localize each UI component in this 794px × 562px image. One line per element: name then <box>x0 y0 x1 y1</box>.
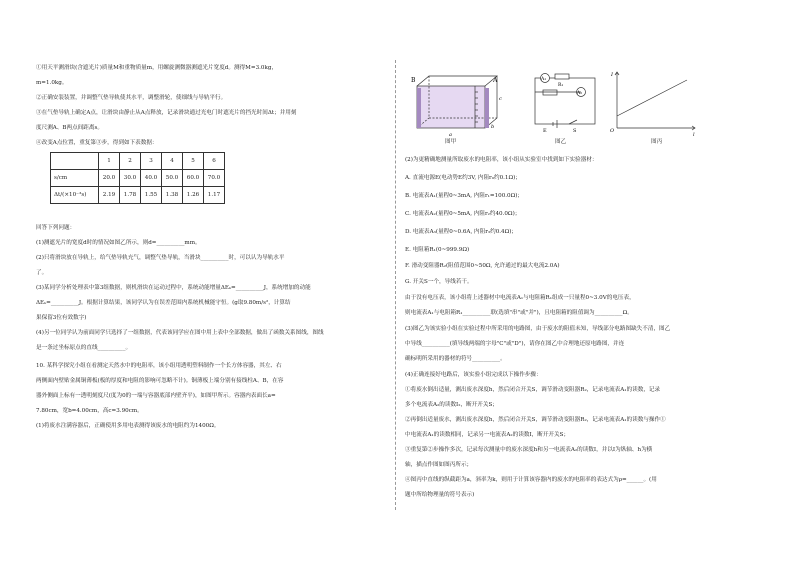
caption-fig-b: 图乙 <box>555 139 567 145</box>
text-line: B. 电流表A₁(量程0~3mA, 内阻r₁=100.0Ω)； <box>405 193 524 199</box>
table-cell: 30.0 <box>120 170 141 187</box>
text-line: ①用天平测滑块(含遮光片)质量M和重物质量m，用螺旋测微器测遮光片宽度d。测得M=3.0kg， <box>36 65 278 71</box>
fig-label-b-small: b <box>491 124 495 130</box>
text-line: (4)另一位同学认为前面同学只选择了一组数据，代表该同学应在图中用上表中全部数据，做出了函数关系图线，图线 <box>36 330 324 336</box>
figures-row <box>405 66 705 150</box>
table-cell: Δt/(×10⁻³s) <box>51 187 99 204</box>
source-e-label: E <box>543 128 547 134</box>
caption-fig-c: 图丙 <box>651 139 663 145</box>
table-cell: 1.17 <box>204 187 225 204</box>
table-row <box>51 153 225 170</box>
text-line: 器外侧面上标有一透明刻度尺(度为0的一端与容器底部内壁齐平)，如图甲所示。容器内表面长a= <box>36 393 276 399</box>
table-cell: 60.0 <box>183 170 204 187</box>
text-line: 是一条过坐标原点的直线__________。 <box>36 345 132 351</box>
graph-axis-l: l <box>693 132 695 138</box>
text-line: ③重复第②步操作多次，记录每次测量中的废水深度h和另一电流表A₂的读数I，并以I为纵轴、h为横 <box>405 447 653 453</box>
text-line: (3)图乙为该实验小组在实验过程中所采用的电路图，由于废水的阻值未知，导线部分电路图缺失不清，图乙 <box>405 326 671 332</box>
table-cell: 50.0 <box>162 170 183 187</box>
fig-label-a-small: a <box>449 132 452 138</box>
text-line: 则电流表A₁与电阻箱R₁__________联(选填"串"或"并")，且电阻箱的阻值调为__________Ω。 <box>405 310 633 316</box>
text-line: ④图丙中直线的纵截距为a，斜率为k，则用于计算该容器内的废水的电阻率的表达式为ρ=______。(用 <box>405 477 657 483</box>
text-line: 度尺测A、B两点间距离s。 <box>36 125 103 131</box>
table-cell: 1.38 <box>162 187 183 204</box>
text-line: 10. 某科学探究小组在看测定天然水中的电阻率，该小组用透明塑料制作一个长方体容器，其左、右 <box>36 363 282 369</box>
table-cell: 4 <box>162 153 183 170</box>
text-line: ②正确安装装置，并调整气垫导轨使其水平，调整滑轮，使细线与导轨平行。 <box>36 95 227 101</box>
text-line: 回答下列问题： <box>36 225 76 231</box>
fig-label-b: B <box>411 77 416 84</box>
text-line: 中导线__________(填导线两端的字母"C"或"D")，请你在图乙中合理地还原电路图，并连 <box>405 341 625 347</box>
text-line: F. 滑动变阻器R₂(阻值范围0~50Ω, 允许通过的最大电流2.0A) <box>405 263 560 269</box>
text-line: m=1.0kg。 <box>36 80 68 86</box>
container-figure <box>417 76 497 128</box>
table-cell: 1.55 <box>141 187 162 204</box>
text-line: 了。 <box>36 270 48 276</box>
text-line: ΔEₖ=__________J。根据计算结果，该同学认为在误差范围内系统机械能守恒。(g取9.80m/s²，计算结 <box>36 300 291 306</box>
table-cell: 1 <box>99 153 120 170</box>
table-cell: 1.78 <box>120 187 141 204</box>
text-line: 确标明所采用的器材的符号__________。 <box>405 356 506 362</box>
table-cell: 2.19 <box>99 187 120 204</box>
table-cell: 6 <box>204 153 225 170</box>
table-cell: 20.0 <box>99 170 120 187</box>
ammeter-a2-label: A₂ <box>577 91 583 96</box>
text-line: (1)将废水注满容器后，正确使用多用电表测得该废水的电阻约为1400Ω。 <box>36 423 220 429</box>
graph-origin: O <box>610 128 615 134</box>
text-line: ②再倒出适量废水，测出废水深度h，然后闭合开关S，调节滑动变阻器R₂，记录电流表A₁的读数与操作① <box>405 417 666 423</box>
text-line: 果保留3位有效数字) <box>36 315 87 321</box>
table-cell: 70.0 <box>204 170 225 187</box>
resistor-r1-label: R₁ <box>558 83 564 88</box>
graph-figure <box>615 72 695 130</box>
text-line: ④改变A点位置，重复第③步，得到如下表数据： <box>36 140 158 146</box>
text-line: G. 开关S一个，导线若干。 <box>405 279 473 285</box>
fig-label-c: c <box>499 96 502 102</box>
data-table <box>50 152 225 204</box>
text-line: 轴，描点作图如图丙所示； <box>405 462 473 468</box>
switch-s-label: S <box>573 128 577 134</box>
table-cell <box>51 153 99 170</box>
table-row <box>51 170 225 187</box>
text-line: ③在气垫导轨上确定A点，让滑块由静止从A点释放，记录滑块通过光电门时遮光片的挡光时间Δt；并用刻 <box>36 110 297 116</box>
text-line: (2)只将滑块放在导轨上，给气垫导轨充气，调整气垫导轨，当滑块__________时，可以认为导轨水平 <box>36 255 285 261</box>
text-line: C. 电流表A₂(量程0~5mA, 内阻r₂约40.0Ω)； <box>405 211 521 217</box>
text-line: 7.80cm，宽b=4.00cm，高c=3.90cm。 <box>36 408 143 414</box>
table-cell: 3 <box>141 153 162 170</box>
text-line: 两侧面内壁贴金属铜薄板(板的厚度和电阻的影响可忽略不计)。铜薄板上端分别有接线柱A、B，在容 <box>36 378 284 384</box>
text-line: D. 电流表A₃(量程0~0.6A, 内阻r₃约0.4Ω)； <box>405 229 518 235</box>
caption-fig-a: 图甲 <box>445 139 457 145</box>
text-line: 中电流表A₁的读数相同，记录另一电流表A₂的读数I，断开开关S； <box>405 432 570 438</box>
column-divider <box>395 60 396 510</box>
text-line: A. 直流电源E(电动势E约3V, 内阻r₀约0.1Ω)； <box>405 175 521 181</box>
text-line: 多个电流表A₂的读数I₂，断开开关S； <box>405 402 498 408</box>
table-cell: s/cm <box>51 170 99 187</box>
text-line: (1)测遮光片的宽度d时的情况如图乙所示，则d=__________mm。 <box>36 240 201 246</box>
text-line: 由于没有电压表，该小组将上述器材中电流表A₁与电阻箱R₁组成一只量程0~3.0V的电压表， <box>405 295 635 301</box>
table-row <box>51 187 225 204</box>
ammeter-a1-label: A₁ <box>541 77 547 82</box>
fig-label-a: A <box>493 77 498 84</box>
text-line: (2)为更精确地测量所取废水的电阻率，该小组从实验室中找到如下实验器材： <box>405 157 598 163</box>
graph-axis-i: I <box>611 72 613 78</box>
text-line: 题中所给物理量的符号表示) <box>405 492 475 498</box>
table-cell: 1.26 <box>183 187 204 204</box>
table-cell: 40.0 <box>141 170 162 187</box>
text-line: E. 电阻箱R₁(0~999.9Ω) <box>405 247 470 253</box>
text-line: (3)某同学分析处理表中第3组数据，则机滑块在运动过程中，系统动能增量ΔEₖ=__________J，系统增加的动能 <box>36 285 311 291</box>
text-line: ①将废水倒出适量，测出废水深度h，然后闭合开关S，调节滑动变阻器R₂，记录电流表A₁的读数，记录 <box>405 387 661 393</box>
table-cell: 5 <box>183 153 204 170</box>
text-line: (4)正确连接好电路后，该实验小组完成以下操作步骤： <box>405 372 542 378</box>
table-cell: 2 <box>120 153 141 170</box>
